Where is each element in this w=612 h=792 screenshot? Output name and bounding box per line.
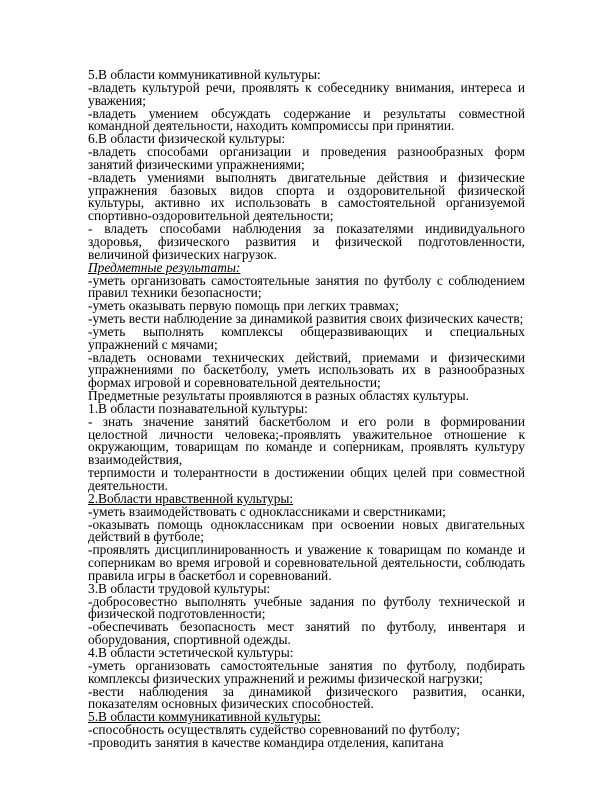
paragraph: 3.В области трудовой культуры: <box>88 580 271 596</box>
paragraph: - владеть способами наблюдения за показателями индивидуального здоровья, физического развития и физической подготовленности, величиной физических нагрузок. <box>88 221 525 262</box>
paragraph: 1.В области познавательной культуры: <box>88 400 308 416</box>
paragraph: -уметь организовать самостоятельные занятия по футболу с соблюдением правил техники безопасности; <box>88 272 525 301</box>
paragraph: -способность осуществлять судейство соревнований по футболу; <box>88 722 461 738</box>
section-heading: 2.Вобласти нравственной культуры: <box>88 490 294 506</box>
paragraph: Предметные результаты проявляются в разных областях культуры. <box>88 388 469 404</box>
paragraph: -вести наблюдения за динамикой физического развития, осанки, показателям основных физических способностей. <box>88 683 525 712</box>
paragraph: -проявлять дисциплинированность и уважение к товарищам по команде и соперникам во время игровой и соревновательной деятельности, соблюдать правила игры в баскетбол и соревнований. <box>88 542 525 583</box>
paragraph: -добросовестно выполнять учебные задания по футболу технической и физической подготовленности; <box>88 593 525 622</box>
paragraph: -уметь организовать самостоятельные занятия по футболу, подбирать комплексы физических упражнений и режимы физической нагрузки; <box>88 657 525 686</box>
paragraph: -уметь взаимодействовать с одноклассниками и сверстниками; <box>88 503 446 519</box>
paragraph: -владеть умением обсуждать содержание и результаты совместной командной деятельности, находить компромиссы при принятии. <box>88 105 525 134</box>
paragraph: 4.В области эстетической культуры: <box>88 644 294 660</box>
paragraph: -уметь выполнять комплексы общеразвивающих и специальных упражнений с мячами; <box>88 323 525 352</box>
paragraph: 5.В области коммуникативной культуры: <box>88 67 321 82</box>
paragraph: -уметь оказывать первую помощь при легких травмах; <box>88 298 399 314</box>
paragraph: -владеть основами технических действий, приемами и физическими упражнениями по баскетболу, уметь использовать их в разнообразных формах игровой и соревновательной деятельности; <box>88 349 525 391</box>
document-page <box>88 69 525 750</box>
paragraph: терпимости и толерантности в достижении общих целей при совместной деятельности. <box>88 465 525 493</box>
paragraph: -владеть культурой речи, проявлять к собеседнику внимания, интереса и уважения; <box>88 79 525 108</box>
paragraph: -уметь вести наблюдение за динамикой развития своих физических качеств; <box>88 311 524 327</box>
paragraph: - знать значение занятий баскетболом и его роли в формировании целостной личности человека;-проявлять уважительное отношение к окружающим, товарищам по команде и соперникам, проявлять культуру взаимодействия, <box>88 413 525 468</box>
paragraph: -владеть умениями выполнять двигательные действия и физические упражнения базовых видов спорта и оздоровительной физической культуры, активно их использовать в самостоятельной организуемой спортивно-оздоровительной деятельности; <box>88 169 525 224</box>
paragraph: -обеспечивать безопасность мест занятий по футболу, инвентаря и оборудования, спортивной одежды. <box>88 619 525 648</box>
paragraph: -оказывать помощь одноклассникам при освоении новых двигательных действий в футболе; <box>88 516 525 545</box>
section-heading: Предметные результаты: <box>88 259 241 275</box>
paragraph: 6.В области физической культуры: <box>88 131 286 147</box>
paragraph: -проводить занятия в качестве командира отделения, капитана <box>88 734 444 750</box>
section-heading: 5.В области коммуникативной культуры: <box>88 709 321 725</box>
paragraph: -владеть способами организации и проведения разнообразных форм занятий физическими упражнениями; <box>88 144 525 172</box>
